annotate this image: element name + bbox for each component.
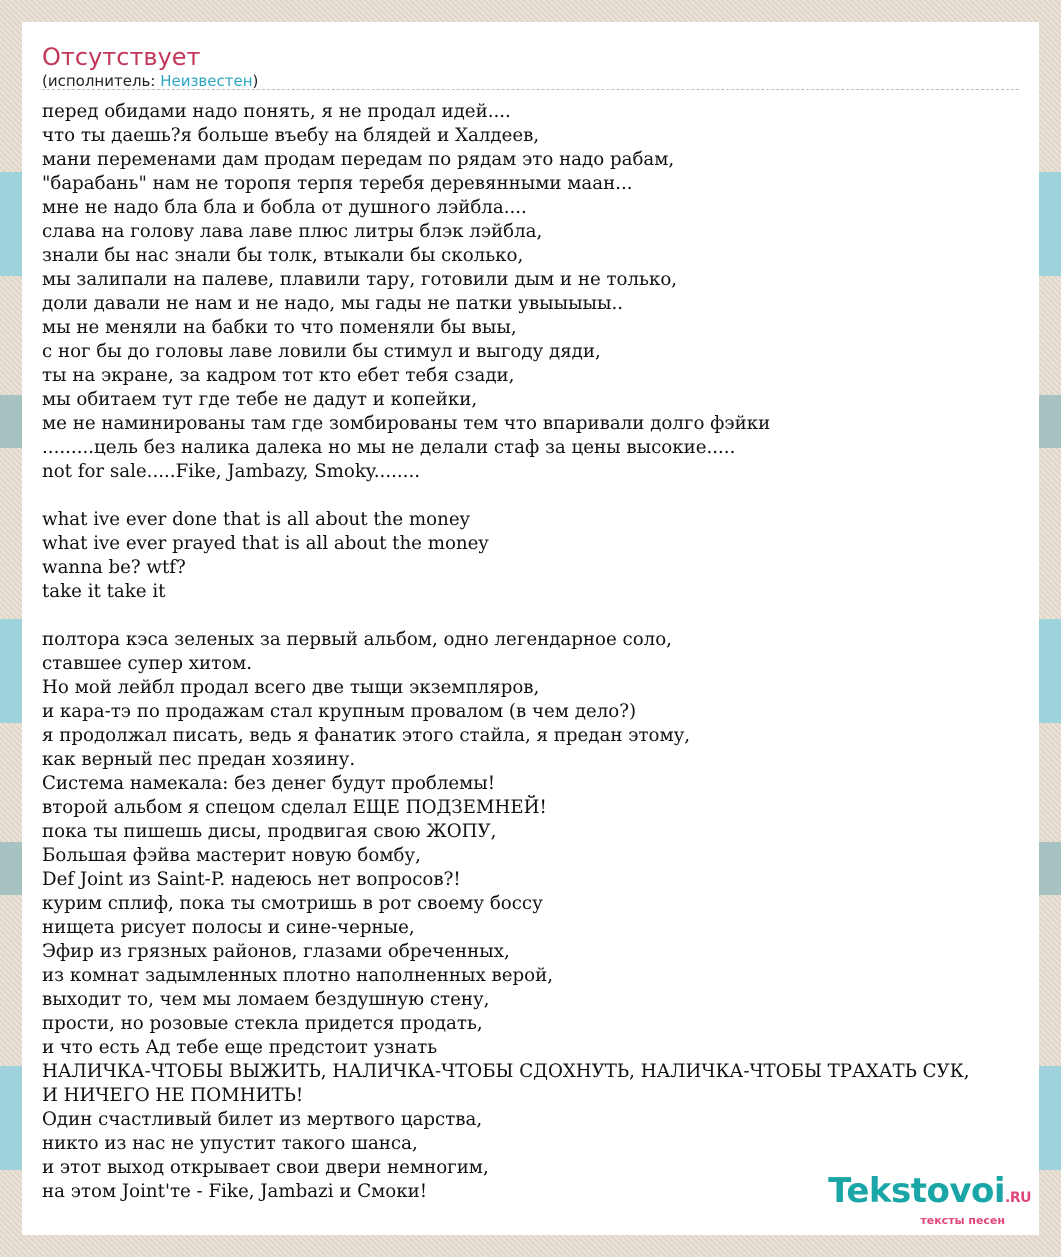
lyrics-line: Большая фэйва мастерит новую бомбу, [42, 845, 421, 866]
lyrics-blank-line [42, 604, 970, 628]
lyrics-line: мне не надо бла бла и бобла от душного лэйбла.... [42, 197, 527, 218]
artist-prefix: (исполнитель: [42, 72, 161, 90]
lyrics-line: второй альбом я спецом сделал ЕЩЕ ПОДЗЕМНЕЙ! [42, 797, 547, 818]
lyrics-line: НАЛИЧКА-ЧТОБЫ ВЫЖИТЬ, НАЛИЧКА-ЧТОБЫ СДОХНУТЬ, НАЛИЧКА-ЧТОБЫ ТРАХАТЬ СУК, [42, 1061, 970, 1082]
lyrics-line: Но мой лейбл продал всего две тыщи экземпляров, [42, 677, 540, 698]
lyrics-line: доли давали не нам и не надо, мы гады не патки увыыыыы.. [42, 293, 624, 314]
lyrics-line: что ты даешь?я больше въебу на блядей и Халдеев, [42, 125, 540, 146]
lyrics-line: мы не меняли на бабки то что поменяли бы выы, [42, 317, 517, 338]
lyrics-line: "барабань" нам не торопя терпя теребя деревянными маан... [42, 173, 633, 194]
lyrics-line: на этом Joint'те - Fike, Jambazi и Смоки! [42, 1181, 428, 1202]
lyrics-line: not for sale.....Fike, Jambazy, Smoky........ [42, 461, 421, 482]
lyrics-line: с ног бы до головы лаве ловили бы стимул и выгоду дяди, [42, 341, 601, 362]
lyrics-line: мы залипали на палеве, плавили тару, готовили дым и не только, [42, 269, 678, 290]
lyrics-line: мани переменами дам продам передам по рядам это надо рабам, [42, 149, 675, 170]
artist-line [42, 71, 258, 91]
lyrics-blank-line [42, 484, 970, 508]
lyrics-line: wanna be? wtf? [42, 557, 186, 578]
song-title: Отсутствует [42, 43, 201, 71]
lyrics-line: нищета рисует полосы и сине-черные, [42, 917, 415, 938]
logo-domain: .RU [1005, 1190, 1031, 1206]
lyrics-line: Система намекала: без денег будут проблемы! [42, 773, 496, 794]
lyrics-line: из комнат задымленных плотно наполненных верой, [42, 965, 554, 986]
lyrics-line: и кара-тэ по продажам стал крупным провалом (в чем дело?) [42, 701, 637, 722]
lyrics-line: take it take it [42, 581, 166, 602]
lyrics-line: как верный пес предан хозяину. [42, 749, 356, 770]
lyrics-line: никто из нас не упустит такого шанса, [42, 1133, 418, 1154]
lyrics-line: я продолжал писать, ведь я фанатик этого стайла, я предан этому, [42, 725, 691, 746]
lyrics-line: выходит то, чем мы ломаем бездушную стену, [42, 989, 490, 1010]
lyrics-text [42, 100, 970, 1204]
lyrics-line: ты на экране, за кадром тот кто ебет тебя сзади, [42, 365, 515, 386]
lyrics-line: полтора кэса зеленых за первый альбом, одно легендарное соло, [42, 629, 672, 650]
lyrics-line: пока ты пишешь дисы, продвигая свою ЖОПУ, [42, 821, 497, 842]
lyrics-line: ме не наминированы там где зомбированы тем что впаривали долго фэйки [42, 413, 771, 434]
lyrics-line: и что есть Ад тебе еще предстоит узнать [42, 1037, 438, 1058]
lyrics-line: ставшее супер хитом. [42, 653, 253, 674]
artist-link[interactable]: Неизвестен [160, 72, 253, 90]
lyrics-line: и этот выход открывает свои двери немногим, [42, 1157, 489, 1178]
logo-tagline: тексты песен [920, 1214, 1005, 1227]
lyrics-line: прости, но розовые стекла придется продать, [42, 1013, 483, 1034]
logo-name: Tekstovoi [828, 1171, 1006, 1211]
lyrics-line: Один счастливый билет из мертвого царства, [42, 1109, 483, 1130]
lyrics-line: Def Joint из Saint-P. надеюсь нет вопросов?! [42, 869, 461, 890]
site-logo[interactable] [828, 1171, 1031, 1227]
lyrics-line: знали бы нас знали бы толк, втыкали бы сколько, [42, 245, 524, 266]
lyrics-line: слава на голову лава лаве плюс литры блэк лэйбла, [42, 221, 543, 242]
lyrics-card [22, 22, 1039, 1235]
lyrics-line: what ive ever done that is all about the money [42, 509, 470, 530]
lyrics-line: .........цель без налика далека но мы не делали стаф за цены высокие..... [42, 437, 736, 458]
lyrics-line: мы обитаем тут где тебе не дадут и копейки, [42, 389, 478, 410]
lyrics-line: Эфир из грязных районов, глазами обреченных, [42, 941, 510, 962]
lyrics-line: И НИЧЕГО НЕ ПОМНИТЬ! [42, 1085, 304, 1106]
artist-suffix: ) [252, 72, 259, 90]
lyrics-line: перед обидами надо понять, я не продал идей.... [42, 101, 511, 122]
lyrics-line: what ive ever prayed that is all about the money [42, 533, 489, 554]
lyrics-line: курим сплиф, пока ты смотришь в рот своему боссу [42, 893, 543, 914]
title-divider [42, 89, 1019, 90]
